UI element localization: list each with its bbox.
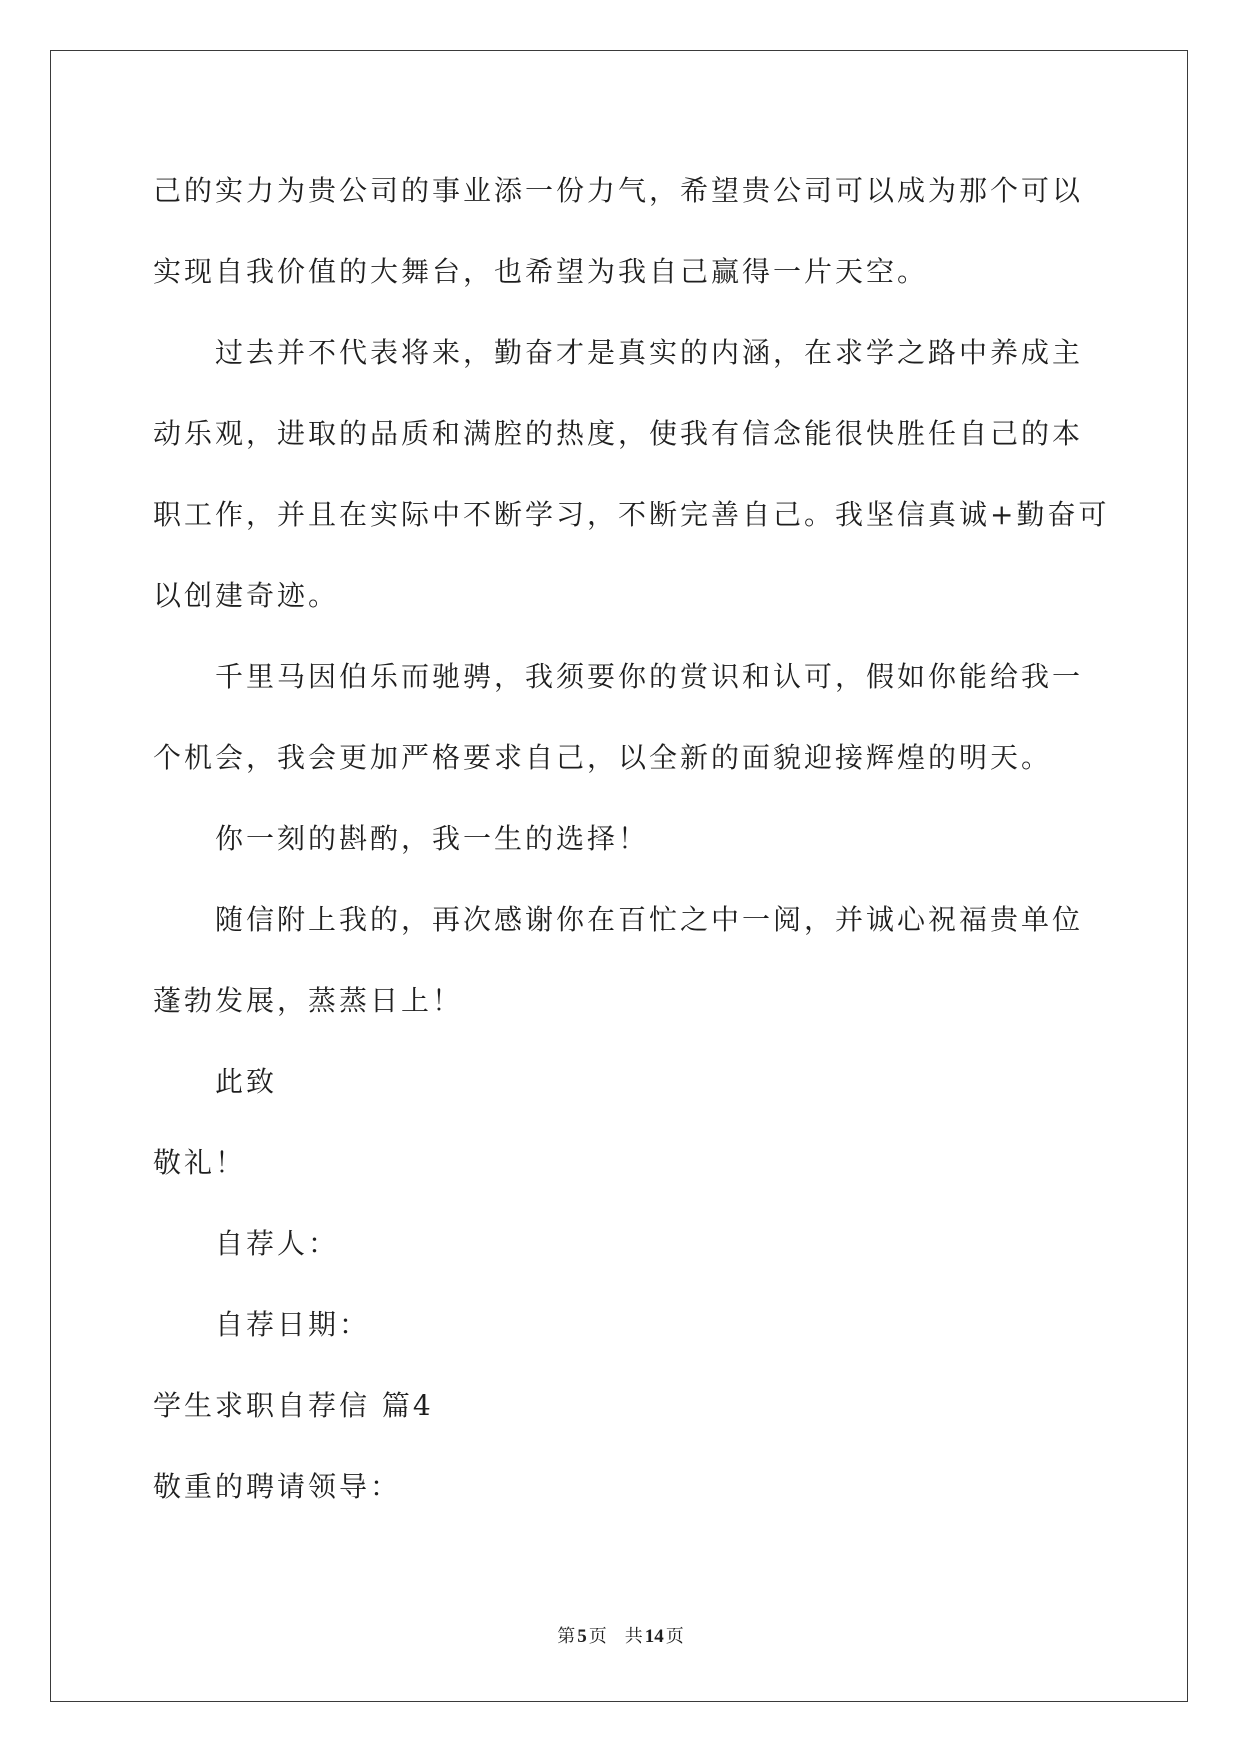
salutation	[153, 1446, 1113, 1527]
body-text-line: 己的实力为贵公司的事业添一份力气，希望贵公司可以成为那个可以	[153, 174, 1084, 207]
closing-line: 敬礼！	[153, 1146, 247, 1179]
page-number: 5	[577, 1626, 587, 1647]
body-text-line: 动乐观，进取的品质和满腔的热度，使我有信念能很快胜任自己的本	[153, 417, 1084, 450]
signer-label: 自荐人：	[215, 1227, 340, 1260]
paragraph	[153, 150, 1113, 312]
paragraph	[153, 879, 1113, 1041]
total-prefix: 共	[624, 1626, 643, 1647]
salutation-line: 敬重的聘请领导：	[153, 1470, 402, 1503]
document-body	[153, 150, 1113, 1527]
body-text-line: 过去并不代表将来，勤奋才是真实的内涵，在求学之路中养成主	[215, 336, 1084, 369]
body-text-line: 千里马因伯乐而驰骋，我须要你的赏识和认可，假如你能给我一	[215, 660, 1084, 693]
signature-block	[153, 1203, 1113, 1365]
date-label: 自荐日期：	[215, 1308, 371, 1341]
paragraph	[153, 798, 1113, 879]
section-title: 学生求职自荐信 篇4	[153, 1389, 434, 1422]
section-heading	[153, 1365, 1113, 1446]
body-text-line: 你一刻的斟酌，我一生的选择！	[215, 822, 650, 855]
body-text-line: 个机会，我会更加严格要求自己，以全新的面貌迎接辉煌的明天。	[153, 741, 1053, 774]
closing-phrase	[153, 1041, 1113, 1122]
page-suffix: 页	[588, 1626, 607, 1647]
total-pages: 14	[644, 1626, 664, 1647]
body-text-line: 以创建奇迹。	[153, 579, 340, 612]
body-text-line: 职工作，并且在实际中不断学习，不断完善自己。我坚信真诚+勤奋可	[153, 498, 1110, 531]
body-text-line: 随信附上我的，再次感谢你在百忙之中一阅，并诚心祝福贵单位	[215, 903, 1084, 936]
page-footer	[0, 1624, 1241, 1650]
page-prefix: 第	[557, 1626, 576, 1647]
paragraph	[153, 312, 1113, 636]
total-suffix: 页	[665, 1626, 684, 1647]
closing-salute	[153, 1122, 1113, 1203]
paragraph	[153, 636, 1113, 798]
body-text-line: 实现自我价值的大舞台，也希望为我自己赢得一片天空。	[153, 255, 929, 288]
body-text-line: 蓬勃发展，蒸蒸日上！	[153, 984, 464, 1017]
closing-line: 此致	[215, 1065, 278, 1098]
